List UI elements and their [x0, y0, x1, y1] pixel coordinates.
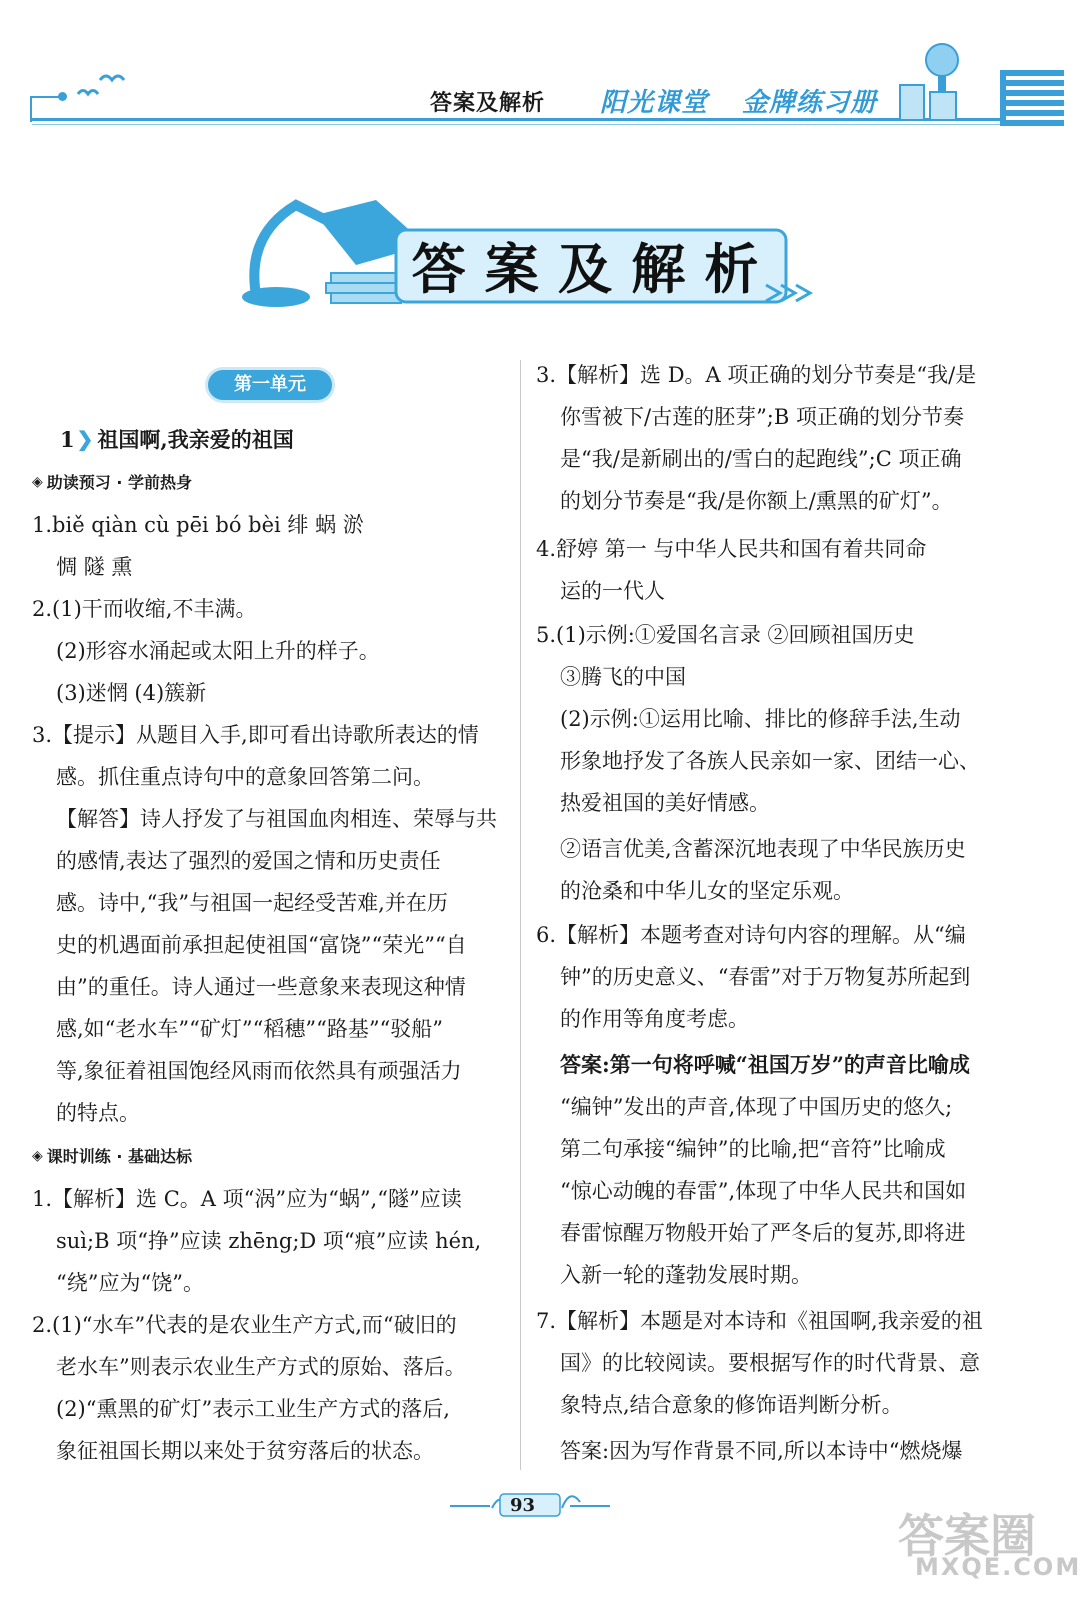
- lesson-title-text: 祖国啊,我亲爱的祖国: [97, 427, 294, 452]
- answer-line: 形象地抒发了各族人民亲如一家、团结一心、: [560, 749, 980, 773]
- answer-line: (2)“熏黑的矿灯”表示工业生产方式的落后,: [56, 1397, 450, 1421]
- answer-line: 的感情,表达了强烈的爱国之情和历史责任: [56, 849, 441, 873]
- section-heading-practice: [32, 1144, 192, 1167]
- answer-line: 第二句承接“编钟”的比喻,把“音符”比喻成: [560, 1137, 946, 1161]
- section-heading-text: 课时训练 · 基础达标: [46, 1147, 193, 1166]
- answer-line: suì;B 项“挣”应读 zhēng;D 项“痕”应读 hén,: [56, 1229, 482, 1253]
- lesson-number: 1: [60, 426, 75, 452]
- answer-line: 老水车”则表示农业生产方式的原始、落后。: [56, 1355, 466, 1379]
- answer-line: 5.(1)示例:①爱国名言录 ②回顾祖国历史: [536, 623, 915, 647]
- watermark-url: MXQE.COM: [915, 1553, 1082, 1581]
- answer-line: “惊心动魄的春雷”,体现了中华人民共和国如: [560, 1179, 967, 1203]
- banner-char: 及: [558, 238, 612, 301]
- section-heading-preview: [32, 470, 192, 493]
- column-divider: [520, 360, 521, 1470]
- answer-line: 春雷惊醒万物般开始了严冬后的复苏,即将进: [560, 1221, 966, 1245]
- header-stripes-decoration: [1000, 70, 1064, 126]
- answer-line: 2.(1)干而收缩,不丰满。: [32, 597, 257, 621]
- answer-line: (2)示例:①运用比喻、排比的修辞手法,生动: [560, 707, 961, 731]
- chevron-right-icon: ❯: [76, 427, 94, 451]
- answer-line: 热爱祖国的美好情感。: [560, 791, 770, 815]
- diamond-icon: ◈: [32, 1147, 43, 1164]
- answer-line: 3.【解析】选 D。A 项正确的划分节奏是“我/是: [536, 363, 977, 387]
- answer-line: 1.【解析】选 C。A 项“涡”应为“蜗”,“隧”应读: [32, 1187, 462, 1211]
- answer-line: 由”的重任。诗人通过一些意象来表现这种情: [56, 975, 466, 999]
- answer-line: 答案:因为写作背景不同,所以本诗中“燃烧爆: [560, 1439, 963, 1463]
- trophy-globe-icon: [890, 30, 980, 125]
- answer-line: 4.舒婷 第一 与中华人民共和国有着共同命: [536, 537, 927, 561]
- answer-line: 钟”的历史意义、“春雷”对于万物复苏所起到: [560, 965, 971, 989]
- answer-line: 史的机遇面前承担起使祖国“富饶”“荣光”“自: [56, 933, 467, 957]
- answer-line: 的作用等角度考虑。: [560, 1007, 749, 1031]
- header-brand-sunshine: 阳光课堂: [600, 88, 709, 118]
- answer-line: ②语言优美,含蓄深沉地表现了中华民族历史: [560, 837, 966, 861]
- answer-line: 的特点。: [56, 1101, 140, 1125]
- page-number: 93: [510, 1495, 536, 1516]
- answer-line: 【解答】诗人抒发了与祖国血肉相连、荣辱与共: [56, 807, 497, 831]
- header-rule-thin: [32, 124, 1012, 125]
- answer-line: 7.【解析】本题是对本诗和《祖国啊,我亲爱的祖: [536, 1309, 983, 1333]
- answer-line: 等,象征着祖国饱经风雨而依然具有顽强活力: [56, 1059, 462, 1083]
- answer-line: 的划分节奏是“我/是你额上/熏黑的矿灯”。: [560, 489, 953, 513]
- answer-line: 2.(1)“水车”代表的是农业生产方式,而“破旧的: [32, 1313, 457, 1337]
- answer-line: 入新一轮的蓬勃发展时期。: [560, 1263, 812, 1287]
- answer-line: 是“我/是新刷出的/雪白的起跑线”;C 项正确: [560, 447, 962, 471]
- answer-line: 感,如“老水车”“矿灯”“稻穗”“路基”“驳船”: [56, 1017, 444, 1041]
- answer-line: 运的一代人: [560, 579, 665, 603]
- banner-char: 答: [411, 238, 466, 301]
- answer-line: 3.【提示】从题目入手,即可看出诗歌所表达的情: [32, 723, 479, 747]
- answer-line: 答案:第一句将呼喊“祖国万岁”的声音比喻成: [560, 1052, 970, 1077]
- answer-line: 象征祖国长期以来处于贫穷落后的状态。: [56, 1439, 434, 1463]
- answer-line: 1.biě qiàn cù pēi bó bèi 绯 蜗 淤: [32, 513, 364, 537]
- diamond-icon: ◈: [32, 473, 43, 490]
- header-section-label: 答案及解析: [430, 91, 546, 116]
- answer-line: (2)形容水涌起或太阳上升的样子。: [56, 639, 380, 663]
- answer-line: 象特点,结合意象的修饰语判断分析。: [560, 1393, 903, 1417]
- answer-line: 惆 隧 熏: [56, 555, 133, 579]
- answer-line: 感。诗中,“我”与祖国一起经受苦难,并在历: [56, 891, 448, 915]
- unit-badge: 第一单元: [208, 370, 332, 400]
- header-dot-decoration: [58, 92, 67, 101]
- answer-line: “绕”应为“饶”。: [56, 1271, 204, 1295]
- section-heading-text: 助读预习 · 学前热身: [46, 473, 193, 492]
- answer-line: (3)迷惘 (4)簇新: [56, 681, 207, 705]
- banner-char: 解: [631, 238, 686, 301]
- banner-char: 案: [484, 238, 539, 301]
- answer-line: 6.【解析】本题考查对诗句内容的理解。从“编: [536, 923, 966, 947]
- watermark-logo: 答案圈: [898, 1509, 1036, 1563]
- answer-line: 你雪被下/古莲的胚芽”;B 项正确的划分节奏: [560, 405, 964, 429]
- birds-icon: [70, 68, 140, 108]
- page-header: [0, 0, 1083, 140]
- answer-line: 国》的比较阅读。要根据写作的时代背景、意: [560, 1351, 980, 1375]
- header-brand-workbook: 金牌练习册: [742, 88, 878, 118]
- answer-line: 的沧桑和中华儿女的坚定乐观。: [560, 879, 854, 903]
- answer-line: 感。抓住重点诗句中的意象回答第二问。: [56, 765, 434, 789]
- answer-line: “编钟”发出的声音,体现了中国历史的悠久;: [560, 1095, 953, 1119]
- banner-char: 析: [704, 238, 759, 301]
- answer-line: ③腾飞的中国: [560, 665, 686, 689]
- banner-title: [405, 230, 765, 310]
- lesson-title: [60, 424, 294, 454]
